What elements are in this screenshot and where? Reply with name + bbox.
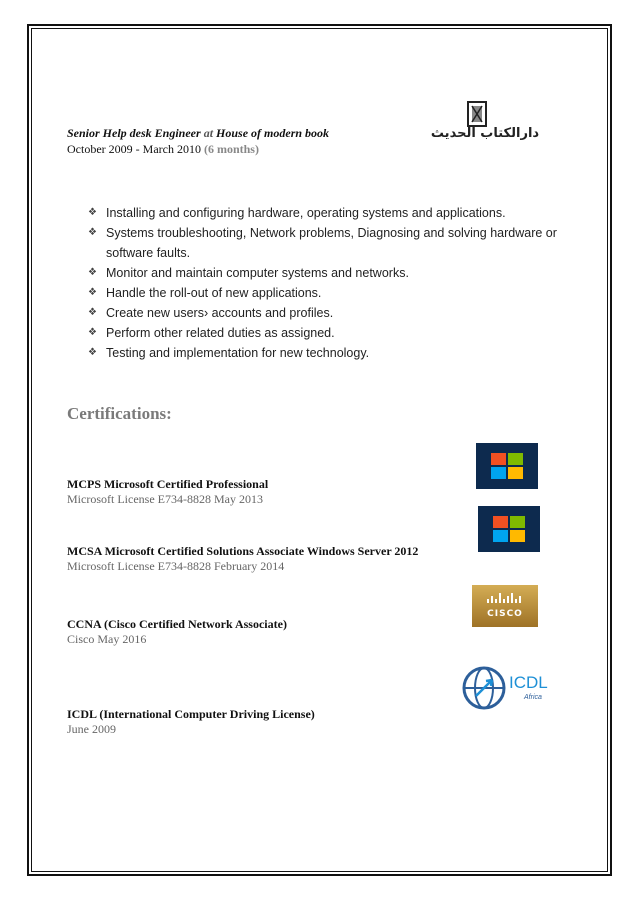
cert-mcps	[67, 477, 268, 507]
job-dates	[67, 142, 259, 157]
job-at: at	[203, 126, 214, 140]
job-company: House of modern book	[216, 126, 330, 140]
list-item: ❖ Testing and implementation for new technology.	[88, 343, 558, 363]
ms-tile-red	[493, 516, 508, 528]
logo-arabic-text: دارالكتاب الحديث	[430, 126, 540, 141]
cert-detail: June 2009	[67, 722, 116, 736]
job-duration: (6 months)	[203, 142, 259, 156]
diamond-bullet-icon: ❖	[88, 327, 97, 338]
job-date-range: October 2009 - March 2010	[67, 142, 201, 156]
microsoft-logo-icon	[476, 443, 538, 489]
list-item: ❖ Handle the roll-out of new applications.	[88, 283, 558, 303]
ms-tile-green	[510, 516, 525, 528]
cert-icdl	[67, 707, 315, 737]
cert-detail: Microsoft License E734-8828 May 2013	[67, 492, 263, 506]
diamond-bullet-icon: ❖	[88, 207, 97, 218]
icdl-subtext: Africa	[524, 694, 542, 701]
job-title	[67, 126, 329, 141]
house-of-modern-book-logo	[430, 100, 540, 142]
ms-tile-yellow	[508, 467, 523, 479]
ms-tile-green	[508, 453, 523, 465]
list-item: ❖ Create new users› accounts and profiles.	[88, 303, 558, 323]
list-item: ❖ Perform other related duties as assigned.	[88, 323, 558, 343]
diamond-bullet-icon: ❖	[88, 227, 97, 238]
ms-tile-yellow	[510, 530, 525, 542]
cisco-logo-icon	[472, 585, 538, 627]
list-item: ❖ Installing and configuring hardware, operating systems and applications.	[88, 203, 558, 223]
cert-name: ICDL (International Computer Driving License)	[67, 707, 315, 721]
list-item: ❖ Systems troubleshooting, Network problems, Diagnosing and solving hardware or software faults.	[88, 223, 558, 263]
cert-name: CCNA (Cisco Certified Network Associate)	[67, 617, 287, 631]
microsoft-logo-icon	[478, 506, 540, 552]
certifications-heading: Certifications:	[67, 404, 172, 423]
cert-detail: Microsoft License E734-8828 February 2014	[67, 559, 285, 573]
diamond-bullet-icon: ❖	[88, 287, 97, 298]
cisco-wordmark: CISCO	[487, 609, 523, 619]
cert-detail: Cisco May 2016	[67, 632, 147, 646]
ms-tile-blue	[493, 530, 508, 542]
diamond-bullet-icon: ❖	[88, 347, 97, 358]
diamond-bullet-icon: ❖	[88, 267, 97, 278]
cert-name: MCSA Microsoft Certified Solutions Associate Windows Server 2012	[67, 544, 419, 558]
icdl-logo-icon	[462, 662, 550, 714]
icdl-wordmark: ICDL	[509, 673, 548, 692]
list-item: ❖ Monitor and maintain computer systems and networks.	[88, 263, 558, 283]
duties-list	[88, 203, 558, 363]
ms-tile-red	[491, 453, 506, 465]
ms-tile-blue	[491, 467, 506, 479]
diamond-bullet-icon: ❖	[88, 307, 97, 318]
job-role: Senior Help desk Engineer	[67, 126, 201, 140]
cert-mcsa	[67, 544, 418, 574]
cert-ccna	[67, 617, 287, 647]
cert-name: MCPS Microsoft Certified Professional	[67, 477, 269, 491]
